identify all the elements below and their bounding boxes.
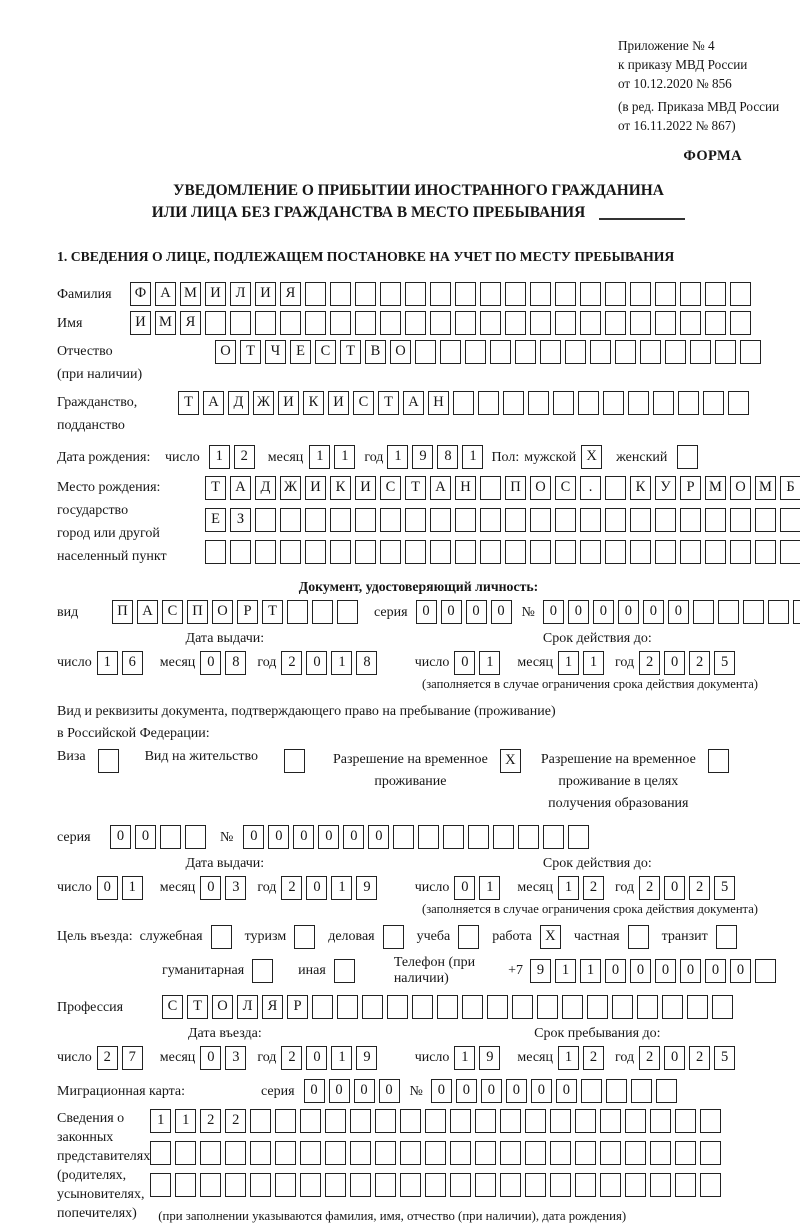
identity-doc-heading: Документ, удостоверяющий личность: <box>298 579 539 594</box>
temp-residence-edu-label <box>541 749 696 815</box>
phone-prefix: +7 <box>508 963 523 978</box>
purpose-business <box>328 925 407 949</box>
purpose-tourism-label: туризм <box>244 929 287 944</box>
form-title-line2-wrap <box>57 202 780 224</box>
purpose-study-checkbox <box>458 925 483 949</box>
citizenship-label-line: подданство <box>57 418 125 433</box>
stay-valid-title: Срок действия до: <box>542 856 652 871</box>
doc-issue-title: Дата выдачи: <box>185 631 265 646</box>
representatives-label-line: представителях <box>57 1149 151 1164</box>
stay-valid-group <box>415 855 780 900</box>
stay-valid-note: (заполняется в случае ограничения срока действия документа) <box>422 902 758 916</box>
stay-until-day: 1 9 <box>454 1046 504 1070</box>
year-label: год <box>257 655 277 670</box>
stay-until-dateline <box>415 1046 780 1070</box>
representatives-label <box>57 1109 150 1223</box>
temp-residence-label-line: Разрешение на временное <box>332 752 488 767</box>
birth-month-cells: 1 1 <box>309 445 359 469</box>
representatives-cells-row1: 1 1 2 2 <box>150 1109 725 1133</box>
doc-valid-day: 0 1 <box>454 651 504 675</box>
purpose-official-checkbox <box>211 925 236 949</box>
migration-card-row <box>57 1079 780 1103</box>
purpose-study <box>417 925 484 949</box>
stay-doc-series-row <box>57 825 780 849</box>
month-label: месяц <box>517 880 553 895</box>
visa-checkbox <box>98 749 123 773</box>
patronymic-label-line: (при наличии) <box>57 367 143 382</box>
purpose-row1 <box>57 925 780 949</box>
doc-valid-note: (заполняется в случае ограничения срока действия документа) <box>422 677 758 691</box>
purpose-transit <box>662 925 741 949</box>
citizenship-cells: Т А Д Ж И К И С Т А Н <box>178 391 753 415</box>
purpose-transit-checkbox <box>716 925 741 949</box>
profession-cells: С Т О Л Я Р <box>162 995 737 1019</box>
phone-cells: 9 1 1 0 0 0 0 0 0 <box>530 959 780 983</box>
surname-cells: Ф А М И Л И Я <box>130 282 755 306</box>
day-label: число <box>57 1050 92 1065</box>
temp-residence-edu-label-line: получения образования <box>548 796 689 811</box>
sex-female-label: женский <box>616 449 668 465</box>
month-label: месяц <box>159 880 196 895</box>
year-label: год <box>364 449 384 465</box>
purpose-official <box>140 925 236 949</box>
temp-residence-edu-option <box>541 749 733 815</box>
representatives-note: (при заполнении указываются фамилия, имя, отчество (при наличии), дата рождения) <box>158 1209 627 1223</box>
purpose-work <box>492 925 565 949</box>
stay-valid-day: 0 1 <box>454 876 504 900</box>
blank-underline <box>599 218 685 220</box>
month-label: месяц <box>267 449 304 465</box>
day-label: число <box>165 449 200 465</box>
stay-doc-type-row <box>57 749 780 815</box>
migration-card-label: Миграционная карта: <box>57 1083 186 1099</box>
annex-note-line: (в ред. Приказа МВД России <box>618 99 780 114</box>
annex-reference <box>618 36 780 135</box>
name-label: Имя <box>57 315 83 331</box>
entry-date-group <box>57 1025 393 1070</box>
residence-permit-label: Вид на жительство <box>144 749 258 764</box>
purpose-other-checkbox <box>334 959 359 983</box>
profession-row <box>57 995 780 1019</box>
stay-valid-dateline <box>415 876 780 900</box>
profession-label: Профессия <box>57 999 124 1015</box>
purpose-humanitarian <box>162 959 277 983</box>
doc-series-cells: 0 0 0 0 <box>416 600 516 624</box>
birthplace-label <box>57 476 205 568</box>
day-label: число <box>414 1050 450 1065</box>
month-label: месяц <box>517 1050 553 1065</box>
year-label: год <box>257 1050 277 1065</box>
purpose-humanitarian-label: гуманитарная <box>162 963 245 978</box>
stay-doc-intro-line1: Вид и реквизиты документа, подтверждающего право на пребывание (проживание) <box>57 704 556 719</box>
temp-residence-edu-label-line: проживание в целях <box>558 774 679 789</box>
identity-doc-row <box>57 600 780 624</box>
name-row <box>57 311 780 335</box>
birthdate-row <box>57 445 780 469</box>
annex-line: от 10.12.2020 № 856 <box>618 76 732 91</box>
form-title <box>57 180 780 224</box>
year-label: год <box>257 880 277 895</box>
phone-label: Телефон (при наличии) <box>393 955 476 986</box>
stay-issue-dateline <box>57 876 393 900</box>
purpose-work-checkbox: X <box>540 925 565 949</box>
migration-number-label: № <box>409 1083 423 1099</box>
doc-kind-cells: П А С П О Р Т <box>112 600 362 624</box>
month-label: месяц <box>517 655 553 670</box>
visa-label: Виза <box>57 749 86 764</box>
doc-series-label: серия <box>374 604 408 620</box>
birthplace-cells-row3 <box>205 540 800 564</box>
doc-valid-month: 1 1 <box>558 651 608 675</box>
stay-valid-year: 2 0 2 5 <box>639 876 739 900</box>
representatives-label-line: попечителях) <box>57 1206 137 1221</box>
stay-until-year: 2 0 2 5 <box>639 1046 739 1070</box>
migration-number-cells: 0 0 0 0 0 0 <box>431 1079 681 1103</box>
month-label: месяц <box>159 1050 196 1065</box>
purpose-row2 <box>162 955 780 987</box>
name-cells: И М Я <box>130 311 755 335</box>
birth-year-cells: 1 9 8 1 <box>387 445 487 469</box>
day-label: число <box>414 880 450 895</box>
birthplace-label-line: населенный пункт <box>57 549 167 564</box>
stay-until-group <box>415 1025 780 1070</box>
patronymic-label <box>57 340 215 386</box>
purpose-private <box>574 925 653 949</box>
section1-heading: 1. СВЕДЕНИЯ О ЛИЦЕ, ПОДЛЕЖАЩЕМ ПОСТАНОВКЕ НА УЧЕТ ПО МЕСТУ ПРЕБЫВАНИЯ <box>57 249 675 264</box>
surname-row <box>57 282 780 306</box>
representatives-cells-block <box>150 1109 780 1224</box>
temp-residence-label-line: проживание <box>374 774 447 789</box>
stay-series-label: серия <box>57 829 91 845</box>
doc-issue-month: 0 8 <box>200 651 250 675</box>
annex-line: к приказу МВД России <box>618 57 748 72</box>
surname-label: Фамилия <box>57 286 112 302</box>
citizenship-row <box>57 391 780 437</box>
identity-doc-dates <box>57 630 780 675</box>
doc-valid-title: Срок действия до: <box>542 631 652 646</box>
temp-residence-edu-checkbox <box>708 749 733 773</box>
entry-date-day: 2 7 <box>97 1046 147 1070</box>
birth-day-cells: 1 2 <box>209 445 259 469</box>
birthplace-cells-block <box>205 476 800 572</box>
purpose-private-checkbox <box>628 925 653 949</box>
doc-valid-year: 2 0 2 5 <box>639 651 739 675</box>
sex-female-checkbox <box>677 445 702 469</box>
stay-doc-dates <box>57 855 780 900</box>
stay-number-cells: 0 0 0 0 0 0 <box>243 825 593 849</box>
stay-issue-title: Дата выдачи: <box>185 856 265 871</box>
birthplace-cells-row2: Е З <box>205 508 800 532</box>
sex-male-label: мужской <box>524 449 577 465</box>
form-word: ФОРМА <box>683 148 742 164</box>
stay-valid-month: 1 2 <box>558 876 608 900</box>
birthplace-row <box>57 476 795 572</box>
representatives-cells-row3 <box>150 1173 725 1197</box>
entry-date-dateline <box>57 1046 393 1070</box>
doc-kind-label: вид <box>57 604 79 620</box>
migration-series-cells: 0 0 0 0 <box>304 1079 404 1103</box>
purpose-study-label: учеба <box>416 929 451 944</box>
purpose-work-label: работа <box>492 929 532 944</box>
representatives-cells-row2 <box>150 1141 725 1165</box>
doc-issue-group <box>57 630 393 675</box>
stay-series-cells: 0 0 <box>110 825 210 849</box>
purpose-humanitarian-checkbox <box>252 959 277 983</box>
doc-number-label: № <box>521 604 535 620</box>
purpose-official-label: служебная <box>139 929 203 944</box>
representatives-row <box>57 1109 780 1224</box>
stay-until-title: Срок пребывания до: <box>534 1026 661 1041</box>
patronymic-row <box>57 340 780 386</box>
stay-issue-day: 0 1 <box>97 876 147 900</box>
stay-issue-month: 0 3 <box>200 876 250 900</box>
patronymic-label-line: Отчество <box>57 344 113 359</box>
residence-permit-checkbox <box>284 749 309 773</box>
doc-valid-dateline <box>415 651 780 675</box>
purpose-business-label: деловая <box>328 929 375 944</box>
residence-permit-option <box>145 749 309 773</box>
representatives-label-line: Сведения о <box>57 1111 125 1126</box>
doc-issue-day: 1 6 <box>97 651 147 675</box>
year-label: год <box>615 655 635 670</box>
birthplace-label-line: государство <box>57 503 129 518</box>
day-label: число <box>57 880 92 895</box>
entry-date-year: 2 0 1 9 <box>281 1046 381 1070</box>
purpose-tourism <box>245 925 320 949</box>
purpose-business-checkbox <box>383 925 408 949</box>
migration-series-label: серия <box>261 1083 295 1099</box>
entry-date-title: Дата въезда: <box>187 1026 262 1041</box>
citizenship-label <box>57 391 178 437</box>
month-label: месяц <box>159 655 196 670</box>
birthplace-cells-row1: Т А Д Ж И К И С Т А Н П О С . К У Р М О М Б <box>205 476 800 500</box>
purpose-other <box>298 959 359 983</box>
birthplace-label-line: город или другой <box>57 526 160 541</box>
representatives-label-line: (родителях, <box>57 1168 127 1183</box>
patronymic-cells: О Т Ч Е С Т В О <box>215 340 765 364</box>
sex-male-checkbox: X <box>581 445 606 469</box>
birthplace-label-line: Место рождения: <box>57 480 161 495</box>
day-label: число <box>414 655 450 670</box>
representatives-label-line: законных <box>57 1130 114 1145</box>
annex-line: Приложение № 4 <box>618 38 715 53</box>
doc-issue-dateline <box>57 651 393 675</box>
form-title-line2: ИЛИ ЛИЦА БЕЗ ГРАЖДАНСТВА В МЕСТО ПРЕБЫВАНИЯ <box>151 204 586 221</box>
year-label: год <box>615 880 635 895</box>
doc-valid-group <box>415 630 780 675</box>
stay-issue-year: 2 0 1 9 <box>281 876 381 900</box>
representatives-label-line: усыновителях, <box>57 1187 145 1202</box>
stay-number-label: № <box>220 829 234 845</box>
stay-doc-intro <box>57 701 780 745</box>
birthdate-label: Дата рождения: <box>57 449 151 465</box>
entry-dates <box>57 1025 780 1070</box>
doc-number-cells: 0 0 0 0 0 0 <box>543 600 800 624</box>
purpose-label: Цель въезда: <box>57 929 133 944</box>
form-title-line1: УВЕДОМЛЕНИЕ О ПРИБЫТИИ ИНОСТРАННОГО ГРАЖДАНИНА <box>173 182 664 199</box>
temp-residence-label <box>333 749 488 793</box>
sex-label: Пол: <box>491 449 520 465</box>
stay-issue-group <box>57 855 393 900</box>
temp-residence-edu-label-line: Разрешение на временное <box>540 752 696 767</box>
day-label: число <box>57 655 92 670</box>
purpose-tourism-checkbox <box>294 925 319 949</box>
purpose-other-label: иная <box>298 963 326 978</box>
citizenship-label-line: Гражданство, <box>57 395 138 410</box>
entry-date-month: 0 3 <box>200 1046 250 1070</box>
stay-doc-intro-line2: в Российской Федерации: <box>57 726 210 741</box>
annex-revision-note <box>618 97 780 135</box>
stay-until-month: 1 2 <box>558 1046 608 1070</box>
year-label: год <box>615 1050 635 1065</box>
doc-issue-year: 2 0 1 8 <box>281 651 381 675</box>
temp-residence-checkbox: X <box>500 749 525 773</box>
temp-residence-option <box>333 749 525 793</box>
purpose-transit-label: транзит <box>661 929 708 944</box>
visa-option <box>57 749 123 773</box>
annex-note-line: от 16.11.2022 № 867) <box>618 118 736 133</box>
purpose-private-label: частная <box>573 929 620 944</box>
